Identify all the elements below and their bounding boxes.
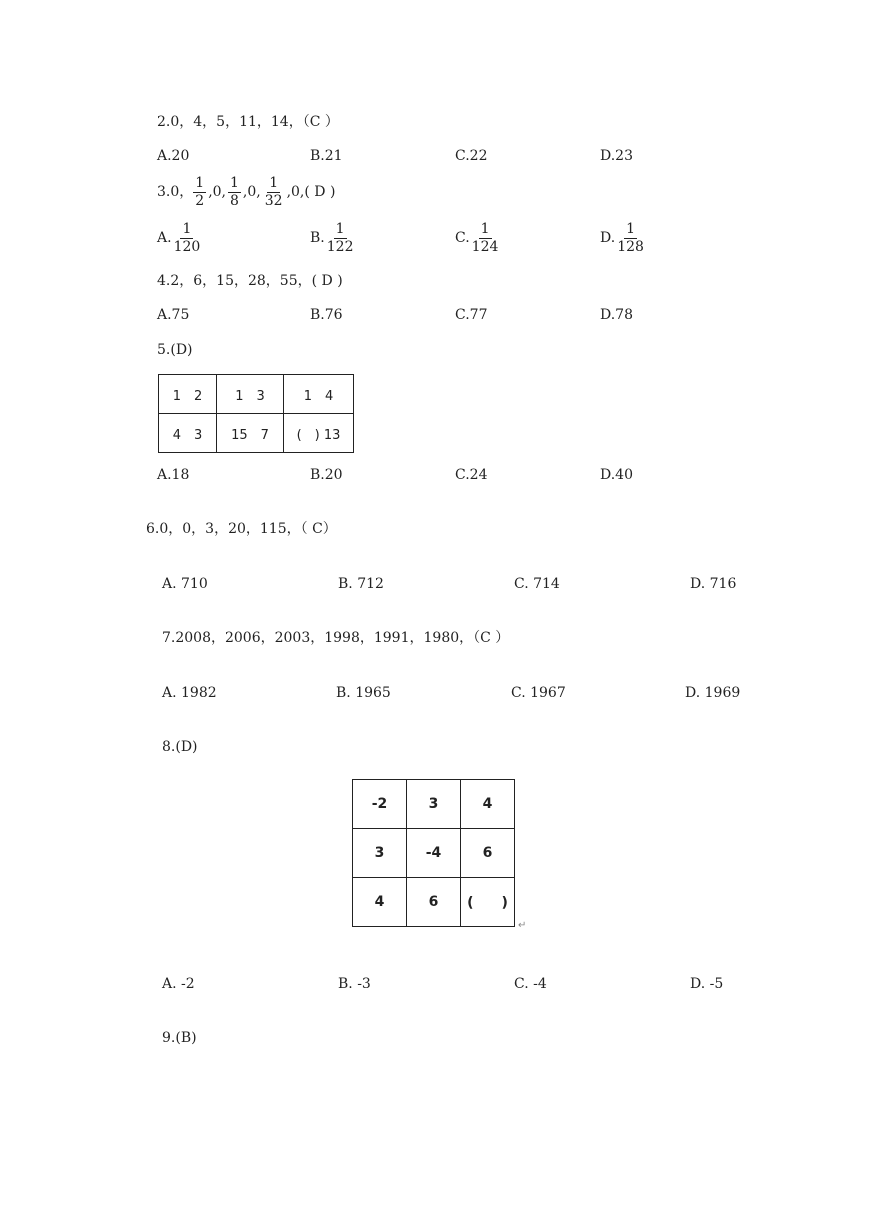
q8-option-a: A. -2 xyxy=(162,976,195,992)
q8-cell: 3 xyxy=(353,829,407,878)
q2-option-c: C.22 xyxy=(455,148,488,164)
q8-table-row xyxy=(353,829,515,878)
q5-table xyxy=(158,374,354,453)
q3-option-a-denominator: 120 xyxy=(173,238,201,255)
q8-cell: 4 xyxy=(461,780,515,829)
q8-option-b: B. -3 xyxy=(338,976,371,992)
q5-option-d: D.40 xyxy=(600,467,633,483)
q3-fraction-2 xyxy=(228,176,241,208)
q9-stem: 9.(B) xyxy=(162,1030,197,1046)
q7-option-d: D. 1969 xyxy=(685,685,741,701)
q6-option-a: A. 710 xyxy=(162,576,208,592)
q3-stem xyxy=(157,176,337,208)
q3-fraction-3-denominator: 32 xyxy=(264,192,283,209)
q4-option-d: D.78 xyxy=(600,307,633,323)
q3-fraction-2-numerator: 1 xyxy=(230,175,239,191)
q3-option-a-numerator: 1 xyxy=(182,221,192,237)
q3-option-d xyxy=(600,222,646,254)
q3-fraction-3-numerator: 1 xyxy=(269,175,279,191)
q2-option-b: B.21 xyxy=(310,148,343,164)
q3-option-c-numerator: 1 xyxy=(480,221,490,237)
q5-cell: 1 3 xyxy=(217,375,284,414)
q5-cell: 1 4 xyxy=(284,375,354,414)
q8-cell: -4 xyxy=(407,829,461,878)
q3-suffix: ,0,( D ) xyxy=(286,184,336,201)
q3-option-a-label: A. xyxy=(157,230,172,247)
q3-option-b-fraction xyxy=(325,222,356,254)
q3-option-d-denominator: 128 xyxy=(617,238,644,255)
q8-option-c: C. -4 xyxy=(514,976,547,992)
q3-option-b-numerator: 1 xyxy=(335,221,345,237)
q5-cell: 15 7 xyxy=(217,414,284,453)
q5-cell: 1 2 xyxy=(159,375,217,414)
q6-option-c: C. 714 xyxy=(514,576,560,592)
q5-stem: 5.(D) xyxy=(157,342,193,358)
paragraph-mark-icon: ↵ xyxy=(518,920,527,931)
q5-cell: ( ) 13 xyxy=(284,414,354,453)
q3-fraction-1-numerator: 1 xyxy=(195,175,205,191)
q5-option-c: C.24 xyxy=(455,467,488,483)
q7-option-a: A. 1982 xyxy=(162,685,217,701)
q8-cell: 6 xyxy=(461,829,515,878)
q4-option-b: B.76 xyxy=(310,307,343,323)
q3-option-c-denominator: 124 xyxy=(471,238,499,255)
q4-stem: 4.2，6，15，28，55，( D ) xyxy=(157,273,343,289)
q5-option-b: B.20 xyxy=(310,467,343,483)
q5-table-row xyxy=(159,414,354,453)
q3-fraction-1-denominator: 2 xyxy=(195,192,205,209)
q8-cell: ( ) xyxy=(461,878,515,927)
q8-table-row xyxy=(353,878,515,927)
q5-option-a: A.18 xyxy=(157,467,190,483)
q8-cell: 6 xyxy=(407,878,461,927)
q2-option-d: D.23 xyxy=(600,148,633,164)
q2-option-a: A.20 xyxy=(157,148,190,164)
q5-cell: 4 3 xyxy=(159,414,217,453)
q7-option-c: C. 1967 xyxy=(511,685,566,701)
q3-option-c xyxy=(455,222,500,254)
q3-prefix: 3.0， xyxy=(157,184,194,201)
q3-option-b-denominator: 122 xyxy=(326,238,354,255)
q3-option-a xyxy=(157,222,202,254)
q8-stem: 8.(D) xyxy=(162,739,198,755)
q3-option-d-numerator: 1 xyxy=(626,221,636,237)
q3-sep-2: ,0, xyxy=(242,184,261,201)
q3-option-d-fraction xyxy=(615,222,646,254)
q2-stem: 2.0，4，5，11，14，（C ） xyxy=(157,114,339,130)
q8-cell: 4 xyxy=(353,878,407,927)
q5-table-row xyxy=(159,375,354,414)
q4-option-c: C.77 xyxy=(455,307,488,323)
q8-cell: 3 xyxy=(407,780,461,829)
q3-option-b-label: B. xyxy=(310,230,325,247)
q3-sep-1: ,0, xyxy=(208,184,226,201)
q4-option-a: A.75 xyxy=(157,307,190,323)
q8-cell: -2 xyxy=(353,780,407,829)
q3-option-b xyxy=(310,222,355,254)
q8-table-row xyxy=(353,780,515,829)
q7-option-b: B. 1965 xyxy=(336,685,391,701)
q3-fraction-3 xyxy=(263,176,285,208)
q6-stem: 6.0，0，3，20，115，（ C） xyxy=(146,521,337,537)
q8-option-d: D. -5 xyxy=(690,976,724,992)
q3-fraction-1 xyxy=(193,176,206,208)
q3-fraction-2-denominator: 8 xyxy=(230,192,239,209)
q3-option-d-label: D. xyxy=(600,230,616,247)
q7-stem: 7.2008，2006，2003，1998，1991，1980，（C ） xyxy=(162,630,510,646)
q6-option-d: D. 716 xyxy=(690,576,737,592)
q3-option-c-label: C. xyxy=(455,230,470,247)
q3-option-c-fraction xyxy=(470,222,501,254)
q6-option-b: B. 712 xyxy=(338,576,384,592)
q8-table xyxy=(352,779,515,927)
q3-option-a-fraction xyxy=(172,222,203,254)
